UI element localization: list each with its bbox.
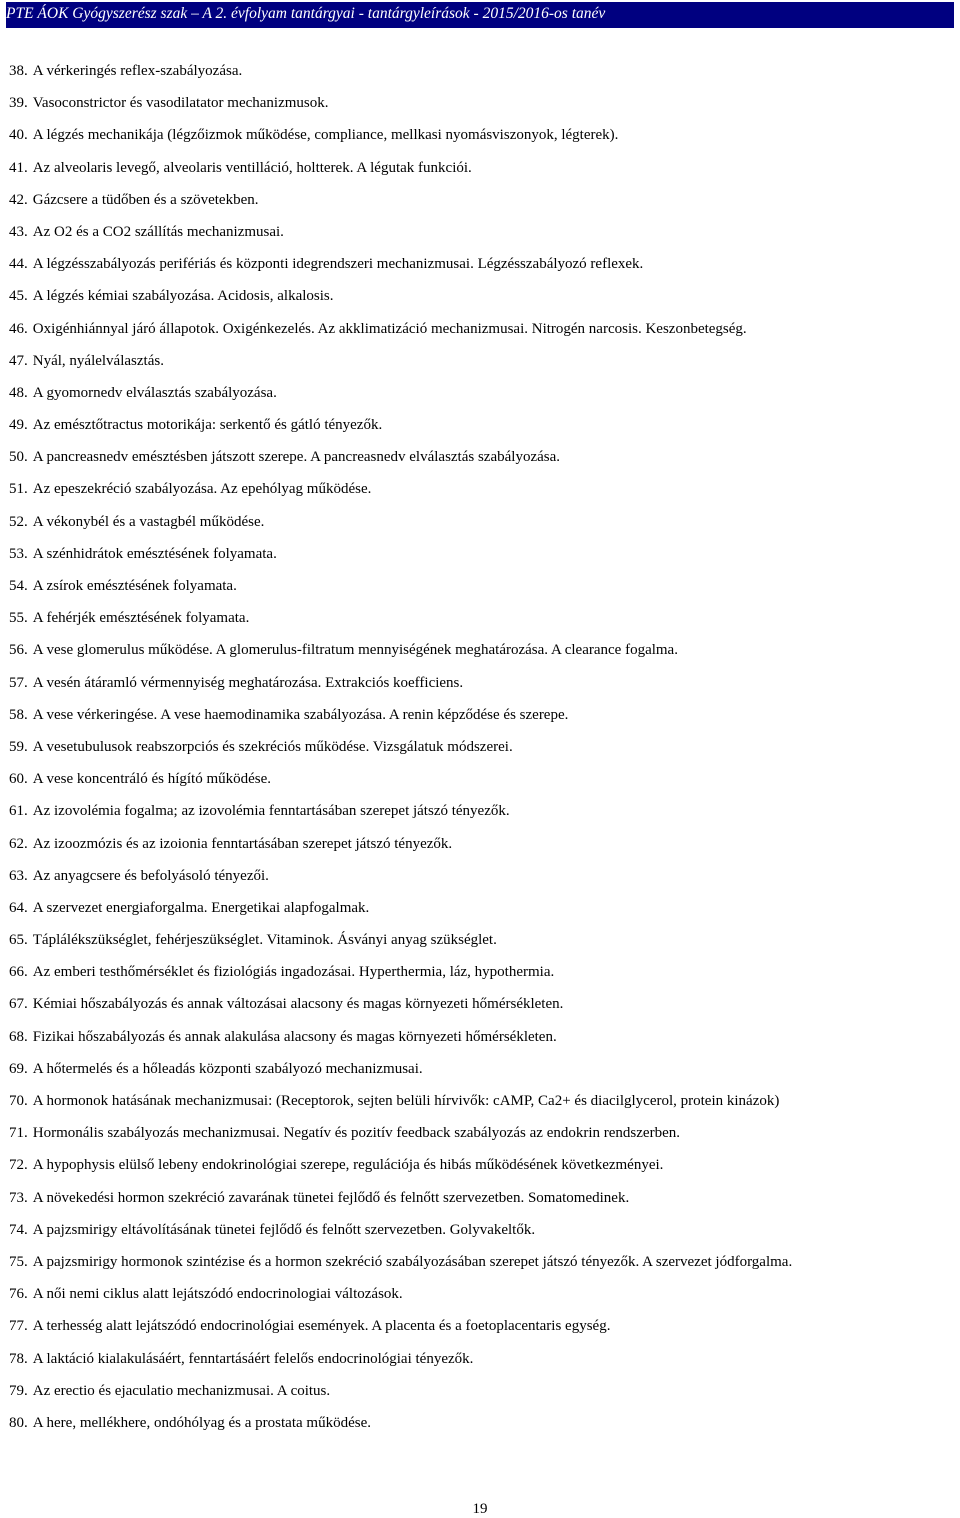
list-item-number: 64. <box>9 899 28 916</box>
list-item-text: A hőtermelés és a hőleadás központi szabályozó mechanizmusai. <box>32 1060 423 1077</box>
list-item-number: 77. <box>9 1318 28 1335</box>
list-item-text: Táplálékszükséglet, fehérjeszükséglet. Vitaminok. Ásványi anyag szükséglet. <box>32 932 497 949</box>
list-item-text: Az erectio és ejaculatio mechanizmusai. A coitus. <box>32 1382 331 1399</box>
list-item <box>9 1407 949 1439</box>
list-item-text: A légzésszabályozás perifériás és központi idegrendszeri mechanizmusai. Légzésszabályozó reflexek. <box>32 256 644 273</box>
page-number: 19 <box>472 1501 488 1517</box>
list-item-number: 72. <box>9 1157 28 1174</box>
list-item-text: Az emberi testhőmérséklet és fiziológiás ingadozásai. Hyperthermia, láz, hypothermia. <box>32 964 555 981</box>
list-item <box>9 1021 949 1053</box>
list-item-text: Az izoozmózis és az izoionia fenntartásában szerepet játszó tényezők. <box>32 835 453 852</box>
list-item <box>9 1182 949 1214</box>
list-item <box>9 1214 949 1246</box>
list-item-number: 65. <box>9 932 28 949</box>
list-item-number: 59. <box>9 738 28 755</box>
list-item-number: 66. <box>9 964 28 981</box>
list-item <box>9 924 949 956</box>
list-item <box>9 506 949 538</box>
list-item <box>9 377 949 409</box>
list-item-number: 48. <box>9 384 28 401</box>
list-item-text: A szénhidrátok emésztésének folyamata. <box>32 545 277 562</box>
list-item <box>9 1375 949 1407</box>
list-item <box>9 795 949 827</box>
list-item <box>9 828 949 860</box>
list-item-text: A vese vérkeringése. A vese haemodinamika szabályozása. A renin képződése és szerepe. <box>32 706 569 723</box>
list-item-number: 79. <box>9 1382 28 1399</box>
list-item-number: 74. <box>9 1221 28 1238</box>
list-item-text: A zsírok emésztésének folyamata. <box>32 578 237 594</box>
list-item <box>9 892 949 924</box>
list-item-number: 51. <box>9 481 28 498</box>
list-item-number: 40. <box>9 127 28 144</box>
list-item-text: A pajzsmirigy hormonok szintézise és a hormon szekréció szabályozásában szerepet játszó tényezők. A szervezet jódforgalma. <box>32 1253 793 1270</box>
list-item <box>9 409 949 441</box>
list-item-text: A gyomornedv elválasztás szabályozása. <box>32 384 277 401</box>
list-item-number: 38. <box>9 63 28 79</box>
list-item <box>9 667 949 699</box>
list-item-text: A terhesség alatt lejátszódó endocrinológiai események. A placenta és a foetoplacentaris egység. <box>32 1318 611 1335</box>
list-item-text: Oxigénhiánnyal járó állapotok. Oxigénkezelés. Az akklimatizáció mechanizmusai. Nitrogén narcosis. Keszonbetegség. <box>32 320 747 337</box>
list-item-number: 78. <box>9 1350 28 1367</box>
list-item-number: 71. <box>9 1125 28 1142</box>
list-item-number: 73. <box>9 1189 28 1206</box>
list-item <box>9 988 949 1020</box>
list-item-number: 60. <box>9 771 28 788</box>
list-item <box>9 634 949 666</box>
list-item <box>9 152 949 184</box>
list-item-text: Az O2 és a CO2 szállítás mechanizmusai. <box>32 223 284 240</box>
page-header <box>6 2 954 28</box>
list-item-number: 53. <box>9 545 28 562</box>
list-item-text: Az emésztőtractus motorikája: serkentő és gátló tényezők. <box>32 417 383 434</box>
list-item <box>9 956 949 988</box>
list-item-text: A vesetubulusok reabszorpciós és szekréciós működése. Vizsgálatuk módszerei. <box>32 738 513 755</box>
topic-list <box>9 55 949 1439</box>
list-item <box>9 280 949 312</box>
list-item-number: 69. <box>9 1060 28 1077</box>
list-item-text: Fizikai hőszabályozás és annak alakulása alacsony és magas környezeti hőmérsékleten. <box>32 1028 557 1045</box>
list-item-text: A női nemi ciklus alatt lejátszódó endocrinologiai változások. <box>32 1286 403 1303</box>
list-item <box>9 55 949 87</box>
list-item-number: 70. <box>9 1093 28 1109</box>
list-item-number: 56. <box>9 642 28 659</box>
list-item-number: 45. <box>9 288 28 305</box>
list-item-number: 58. <box>9 706 28 723</box>
list-item <box>9 216 949 248</box>
list-item-text: A szervezet energiaforgalma. Energetikai alapfogalmak. <box>32 899 370 916</box>
list-item-text: A here, mellékhere, ondóhólyag és a prostata működése. <box>32 1414 371 1431</box>
list-item-number: 43. <box>9 223 28 240</box>
list-item <box>9 1310 949 1342</box>
list-item <box>9 860 949 892</box>
list-item-number: 54. <box>9 578 28 594</box>
list-item-number: 46. <box>9 320 28 337</box>
list-item-text: Kémiai hőszabályozás és annak változásai alacsony és magas környezeti hőmérsékleten. <box>32 996 564 1013</box>
list-item <box>9 87 949 119</box>
list-item-number: 42. <box>9 191 28 208</box>
list-item-text: A pancreasnedv emésztésben játszott szerepe. A pancreasnedv elválasztás szabályozása. <box>32 449 561 466</box>
list-item-number: 61. <box>9 803 28 820</box>
list-item-text: A fehérjék emésztésének folyamata. <box>32 610 250 627</box>
list-item <box>9 699 949 731</box>
list-item-number: 67. <box>9 996 28 1013</box>
list-item-text: A vékonybél és a vastagbél működése. <box>32 513 265 530</box>
list-item <box>9 119 949 151</box>
list-item <box>9 538 949 570</box>
list-item-text: Nyál, nyálelválasztás. <box>32 352 164 369</box>
list-item-text: Az alveolaris levegő, alveolaris ventilláció, holtterek. A légutak funkciói. <box>32 159 472 176</box>
list-item <box>9 1117 949 1149</box>
list-item-number: 62. <box>9 835 28 852</box>
list-item <box>9 1053 949 1085</box>
list-item-number: 39. <box>9 95 28 112</box>
list-item-text: A vérkeringés reflex-szabályozása. <box>32 63 243 79</box>
list-item <box>9 248 949 280</box>
list-item-number: 52. <box>9 513 28 530</box>
list-item <box>9 602 949 634</box>
list-item <box>9 1246 949 1278</box>
list-item-text: A vesén átáramló vérmennyiség meghatározása. Extrakciós koefficiens. <box>32 674 464 691</box>
list-item-text: A vese glomerulus működése. A glomerulus-filtratum mennyiségének meghatározása. A clearance fogalma. <box>32 642 678 659</box>
list-item-text: Az anyagcsere és befolyásoló tényezői. <box>32 867 269 884</box>
list-item-text: Az izovolémia fogalma; az izovolémia fenntartásában szerepet játszó tényezők. <box>32 803 510 820</box>
list-item <box>9 441 949 473</box>
list-item-number: 55. <box>9 610 28 627</box>
list-item <box>9 731 949 763</box>
list-item-number: 63. <box>9 867 28 884</box>
list-item-number: 68. <box>9 1028 28 1045</box>
list-item-text: A hypophysis elülső lebeny endokrinológiai szerepe, regulációja és hibás működésének következményei. <box>32 1157 664 1174</box>
list-item-number: 80. <box>9 1414 28 1431</box>
list-item-number: 57. <box>9 674 28 691</box>
header-title: PTE ÁOK Gyógyszerész szak – A 2. évfolyam tantárgyai - tantárgyleírások - 2015/2016-os tanév <box>6 5 606 22</box>
list-item <box>9 1149 949 1181</box>
list-item-text: Hormonális szabályozás mechanizmusai. Negatív és pozitív feedback szabályozás az endokrin rendszerben. <box>32 1125 680 1142</box>
list-item-text: A légzés mechanikája (légzőizmok működése, compliance, mellkasi nyomásviszonyok, légterek). <box>32 127 619 144</box>
list-item-number: 76. <box>9 1286 28 1303</box>
list-item-number: 49. <box>9 417 28 434</box>
list-item-number: 47. <box>9 352 28 369</box>
list-item-text: A légzés kémiai szabályozása. Acidosis, alkalosis. <box>32 288 334 305</box>
list-item-text: A laktáció kialakulásáért, fenntartásáért felelős endocrinológiai tényezők. <box>32 1350 474 1367</box>
list-item-text: Gázcsere a tüdőben és a szövetekben. <box>32 191 259 208</box>
list-item-text: A pajzsmirigy eltávolításának tünetei fejlődő és felnőtt szervezetben. Golyvakeltők. <box>32 1221 536 1238</box>
list-item <box>9 345 949 377</box>
list-item <box>9 473 949 505</box>
list-item-text: Az epeszekréció szabályozása. Az epehólyag működése. <box>32 481 372 498</box>
list-item <box>9 184 949 216</box>
list-item-number: 44. <box>9 256 28 273</box>
list-item <box>9 1085 949 1117</box>
list-item-text: A vese koncentráló és hígító működése. <box>32 771 272 788</box>
list-item <box>9 313 949 345</box>
list-item-text: A hormonok hatásának mechanizmusai: (Receptorok, sejten belüli hírvivők: cAMP, Ca2+ és diacilglycerol, protein kinázok) <box>32 1093 780 1109</box>
list-item-number: 75. <box>9 1253 28 1270</box>
list-item <box>9 1278 949 1310</box>
list-item-text: A növekedési hormon szekréció zavarának tünetei fejlődő és felnőtt szervezetben. Somatomedinek. <box>32 1189 630 1206</box>
list-item <box>9 570 949 602</box>
list-item-text: Vasoconstrictor és vasodilatator mechanizmusok. <box>32 95 329 112</box>
list-item-number: 50. <box>9 449 28 466</box>
list-item <box>9 1343 949 1375</box>
list-item <box>9 763 949 795</box>
list-item-number: 41. <box>9 159 28 176</box>
